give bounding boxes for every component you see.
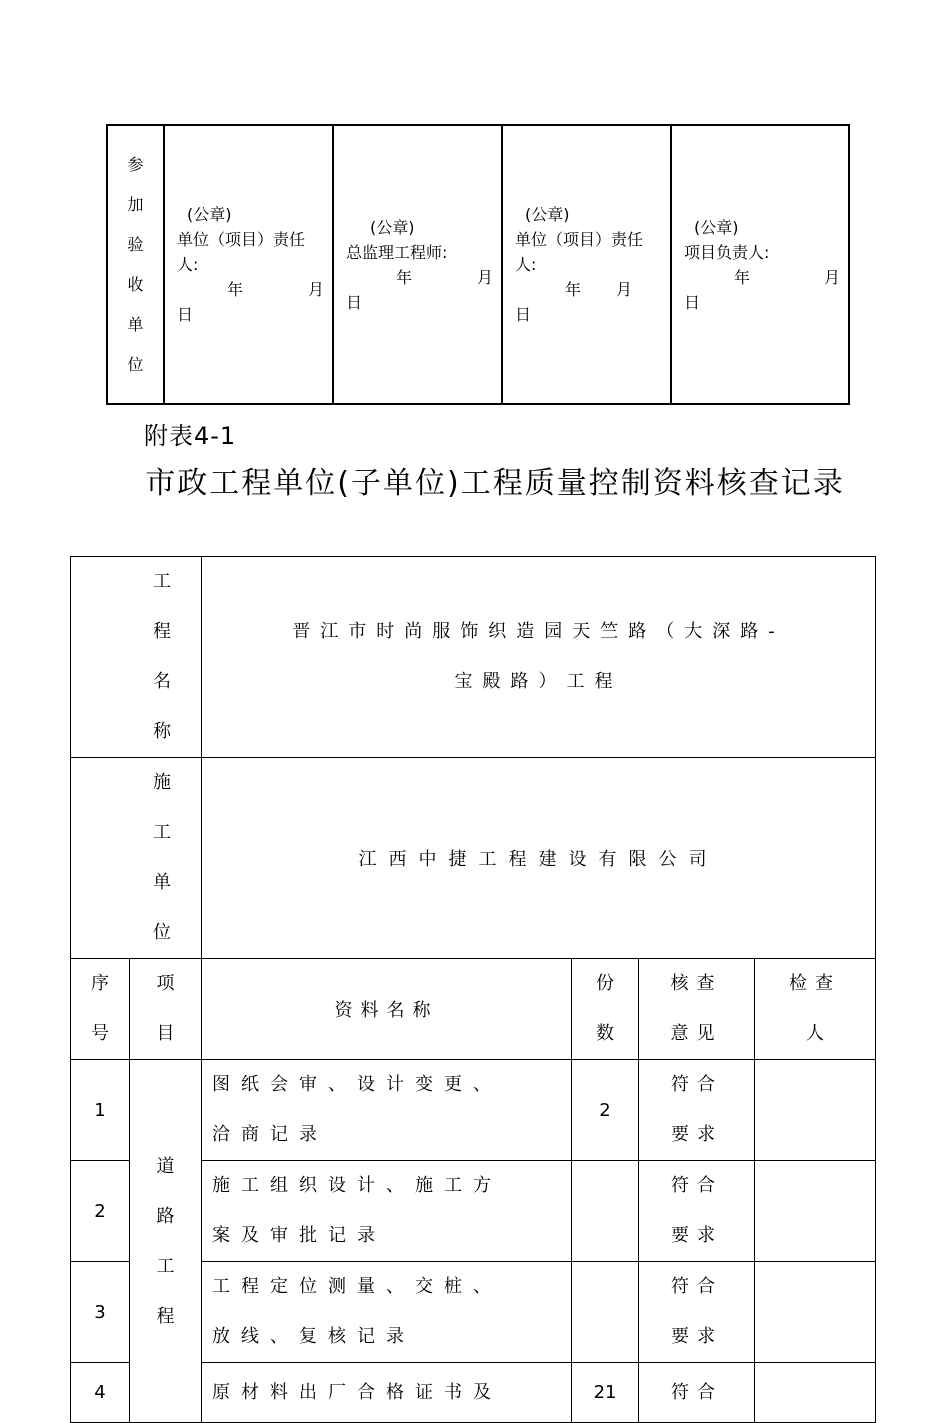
row-copies: 21 — [572, 1363, 639, 1423]
project-name-value: 晋江市时尚服饰织造园天竺路（大深路- 宝殿路）工程 — [202, 557, 876, 758]
row-checker — [755, 1161, 876, 1262]
signoff-table — [106, 124, 850, 405]
table-row — [71, 1060, 876, 1161]
row-opinion: 符合 — [639, 1363, 755, 1423]
signer-role: 单位（项目）责任人: — [177, 230, 306, 274]
header-opinion: 核查 意见 — [639, 959, 755, 1060]
row-no: 4 — [71, 1363, 130, 1423]
row-copies — [572, 1161, 639, 1262]
row-copies: 2 — [572, 1060, 639, 1161]
project-name-label: 工 程 名 称 — [71, 557, 202, 758]
signer-role: 单位（项目）责任人: — [515, 230, 644, 274]
signer-role: 项目负责人: — [684, 242, 770, 262]
header-name: 资料名称 — [202, 959, 572, 1060]
contractor-label: 施 工 单 位 — [71, 758, 202, 959]
row-name: 原材料出厂合格证书及 — [202, 1363, 572, 1423]
row-name: 施工组织设计、施工方 案及审批记录 — [202, 1161, 572, 1262]
row-name: 工程定位测量、交桩、 放线、复核记录 — [202, 1262, 572, 1363]
signoff-cell-3: (公章) 单位（项目）责任人: 年 月 日 — [502, 125, 671, 404]
seal-label: (公章) — [187, 205, 232, 224]
row-no: 3 — [71, 1262, 130, 1363]
row-opinion: 符合 要求 — [639, 1262, 755, 1363]
signoff-cell-4: (公章) 项目负责人: 年 月 日 — [671, 125, 849, 404]
header-item: 项 目 — [130, 959, 202, 1060]
signoff-row-label: 参 加 验 收 单 位 — [107, 125, 164, 404]
row-copies — [572, 1262, 639, 1363]
row-opinion: 符合 要求 — [639, 1060, 755, 1161]
row-opinion: 符合 要求 — [639, 1161, 755, 1262]
row-checker — [755, 1060, 876, 1161]
header-copies: 份 数 — [572, 959, 639, 1060]
seal-label: (公章) — [370, 217, 415, 237]
signoff-cell-1: (公章) 单位（项目）责任人: 年 月 日 — [164, 125, 333, 404]
page-title: 市政工程单位(子单位)工程质量控制资料核查记录 — [145, 466, 845, 501]
row-checker — [755, 1363, 876, 1423]
row-name: 图纸会审、设计变更、 洽商记录 — [202, 1060, 572, 1161]
signoff-cell-2: (公章) 总监理工程师: 年 月 日 — [333, 125, 502, 404]
group-road-works: 道 路 工 程 — [130, 1060, 202, 1423]
header-checker: 检查 人 — [755, 959, 876, 1060]
row-checker — [755, 1262, 876, 1363]
contractor-value: 江西中捷工程建设有限公司 — [202, 758, 876, 959]
appendix-label: 附表4-1 — [144, 422, 237, 450]
header-seq: 序 号 — [71, 959, 130, 1060]
row-no: 2 — [71, 1161, 130, 1262]
seal-label: (公章) — [525, 205, 570, 224]
signer-role: 总监理工程师: — [346, 242, 448, 262]
seal-label: (公章) — [694, 217, 739, 237]
row-no: 1 — [71, 1060, 130, 1161]
inspection-table — [70, 556, 876, 1423]
